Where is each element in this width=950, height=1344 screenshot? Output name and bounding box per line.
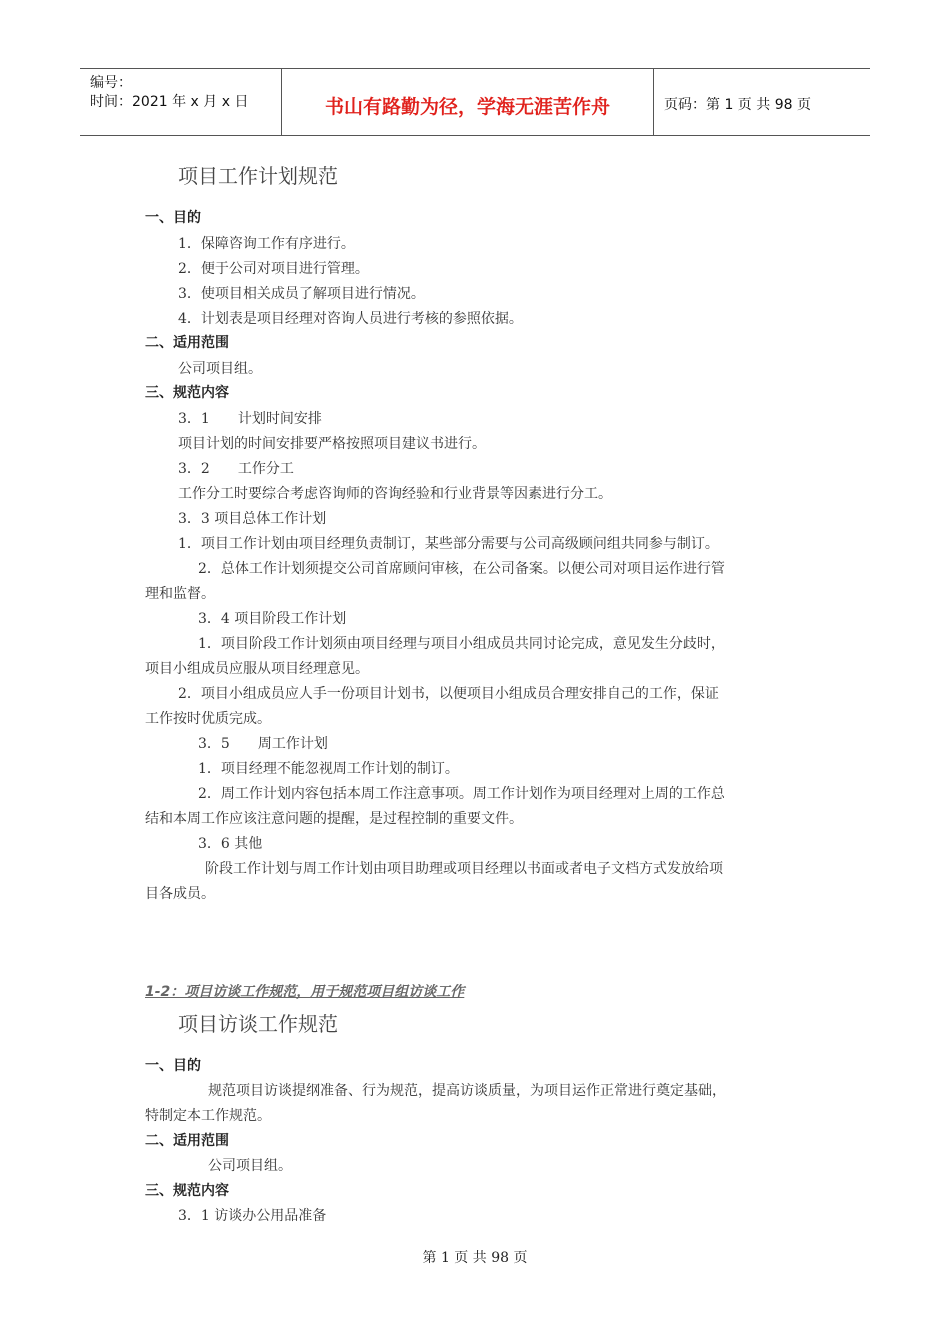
clause-title: 3．1 访谈办公用品准备 [178,1208,327,1224]
doc2-sub-heading: 1-2：项目访谈工作规范，用于规范项目组访谈工作 [145,984,465,1000]
clause-title: 3．3 项目总体工作计划 [178,511,327,527]
purpose-item: 2．便于公司对项目进行管理。 [178,261,369,277]
clause-text: 2．项目小组成员应人手一份项目计划书，以便项目小组成员合理安排自己的工作，保证 [178,686,719,702]
clause-text: 1．项目经理不能忽视周工作计划的制订。 [198,761,459,777]
clause-text: 1．项目阶段工作计划须由项目经理与项目小组成员共同讨论完成，意见发生分歧时， [198,636,725,652]
clause-text: 项目计划的时间安排要严格按照项目建议书进行。 [178,436,486,452]
header-page-label: 页码：第 1 页 共 98 页 [664,97,811,113]
doc1-section-scope: 二、适用范围 [145,335,229,351]
purpose-text: 规范项目访谈提纲准备、行为规范，提高访谈质量，为项目运作正常进行奠定基础， [208,1083,726,1099]
time-label: 时间：2021 年 x 月 x 日 [90,94,249,110]
doc1-section-purpose: 一、目的 [145,210,201,226]
scope-text: 公司项目组。 [208,1158,292,1174]
clause-title: 3．6 其他 [198,836,263,852]
scope-text: 公司项目组。 [178,361,262,377]
header-page-cell [654,69,870,135]
clause-text: 阶段工作计划与周工作计划由项目助理或项目经理以书面或者电子文档方式发放给项 [205,861,723,877]
purpose-item: 3．使项目相关成员了解项目进行情况。 [178,286,425,302]
purpose-item: 1．保障咨询工作有序进行。 [178,236,355,252]
clause-text: 目各成员。 [145,886,215,902]
clause-text: 理和监督。 [145,586,215,602]
clause-text: 2．总体工作计划须提交公司首席顾问审核，在公司备案。以便公司对项目运作进行管 [198,561,725,577]
clause-text: 2．周工作计划内容包括本周工作注意事项。周工作计划作为项目经理对上周的工作总 [198,786,725,802]
clause-title: 3．1 计划时间安排 [178,411,322,427]
purpose-item: 4．计划表是项目经理对咨询人员进行考核的参照依据。 [178,311,523,327]
clause-text: 1．项目工作计划由项目经理负责制订，某些部分需要与公司高级顾问组共同参与制订。 [178,536,719,552]
doc1-section-content: 三、规范内容 [145,385,229,401]
page-footer: 第 1 页 共 98 页 [422,1250,528,1266]
doc2-section-scope: 二、适用范围 [145,1133,229,1149]
header-motto-cell [282,69,654,135]
doc2-section-purpose: 一、目的 [145,1058,201,1074]
clause-text: 结和本周工作应该注意问题的提醒，是过程控制的重要文件。 [145,811,523,827]
clause-title: 3．4 项目阶段工作计划 [198,611,347,627]
doc2-section-content: 三、规范内容 [145,1183,229,1199]
header-motto: 书山有路勤为径，学海无涯苦作舟 [324,96,610,118]
purpose-text: 特制定本工作规范。 [145,1108,271,1124]
number-label: 编号： [90,75,132,91]
clause-title: 3．2 工作分工 [178,461,294,477]
clause-text: 工作按时优质完成。 [145,711,271,727]
doc1-title: 项目工作计划规范 [178,164,338,188]
doc2-title: 项目访谈工作规范 [178,1012,338,1036]
clause-text: 项目小组成员应服从项目经理意见。 [145,661,369,677]
clause-text: 工作分工时要综合考虑咨询师的咨询经验和行业背景等因素进行分工。 [178,486,612,502]
header-info-cell [80,69,282,135]
clause-title: 3．5 周工作计划 [198,736,328,752]
document-header [80,68,870,136]
